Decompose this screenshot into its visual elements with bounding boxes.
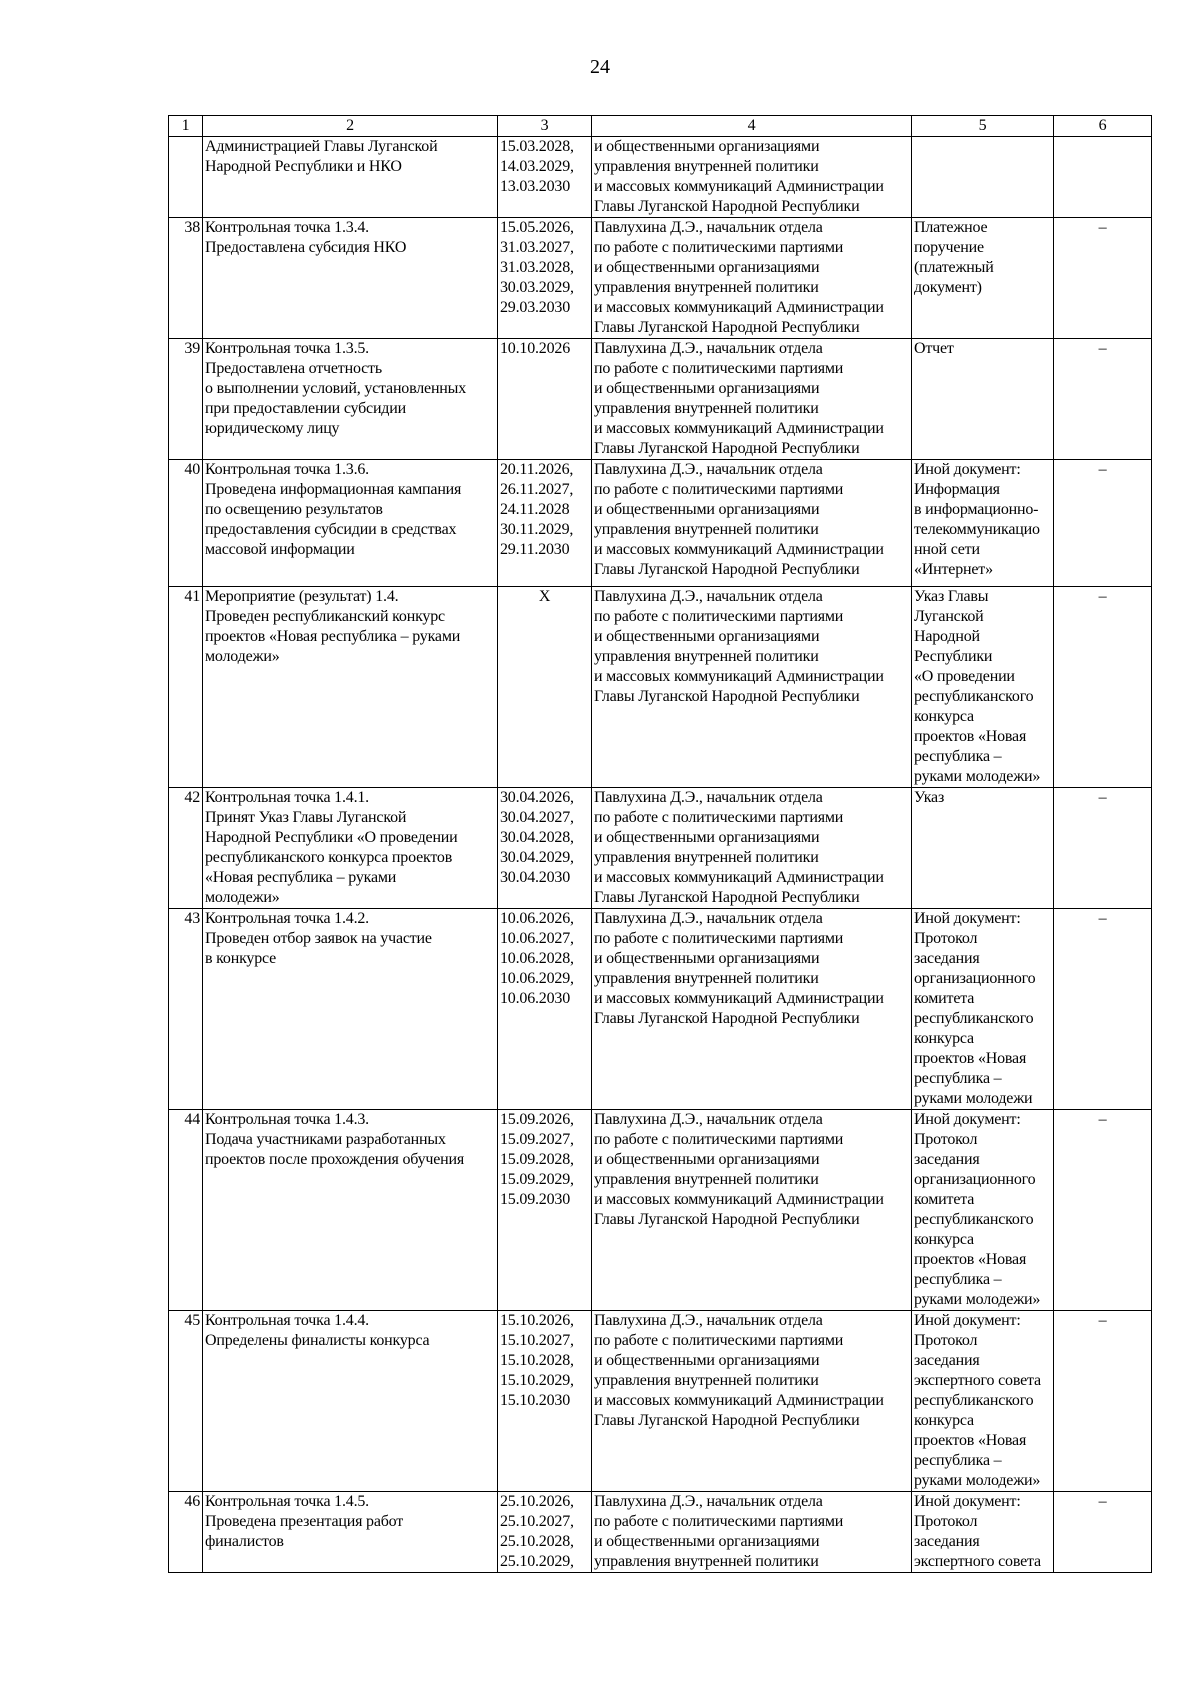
responsible-line: управления внутренней политики	[594, 400, 819, 417]
document-line: руками молодежи»	[914, 1291, 1041, 1308]
responsible-line: по работе с политическими партиями	[594, 360, 844, 377]
document-line: Протокол	[914, 930, 978, 947]
event-name-line: Народной Республики «О проведении	[205, 829, 458, 846]
document-line: в информационно-	[914, 501, 1039, 518]
event-name-line: массовой информации	[205, 541, 355, 558]
document-line: проектов «Новая	[914, 1432, 1027, 1449]
table-row	[169, 909, 1152, 1110]
responsible-cell	[592, 788, 912, 909]
deadline-line: 24.11.2028	[500, 501, 570, 518]
document-cell	[912, 909, 1054, 1110]
document-line: организационного	[914, 970, 1036, 987]
document-line: Указ	[914, 789, 945, 806]
responsible-line: и общественными организациями	[594, 1533, 820, 1550]
document-line: проектов «Новая	[914, 1251, 1027, 1268]
document-line: Луганской	[914, 608, 984, 625]
mark-cell: –	[1054, 339, 1152, 460]
deadline-line: 15.09.2029,	[500, 1171, 574, 1188]
responsible-line: Главы Луганской Народной Республики	[594, 561, 860, 578]
document-line: заседания	[914, 1533, 980, 1550]
responsible-line: Павлухина Д.Э., начальник отдела	[594, 219, 823, 236]
deadline-line: 15.10.2027,	[500, 1332, 574, 1349]
event-name-line: Определены финалисты конкурса	[205, 1332, 430, 1349]
column-header: 3	[498, 116, 592, 137]
deadline-line: 30.03.2029,	[500, 279, 574, 296]
row-number-cell: 41	[169, 587, 203, 788]
document-line: поручение	[914, 239, 984, 256]
document-cell	[912, 460, 1054, 587]
document-line: Указ Главы	[914, 588, 989, 605]
responsible-line: и массовых коммуникаций Администрации	[594, 299, 884, 316]
deadline-line: 30.04.2026,	[500, 789, 574, 806]
document-line: «Интернет»	[914, 561, 993, 578]
table-body	[169, 137, 1152, 1573]
deadline-line: 29.11.2030	[500, 541, 570, 558]
deadline-line: 15.05.2026,	[500, 219, 574, 236]
deadline-cell	[498, 339, 592, 460]
table-row	[169, 1311, 1152, 1492]
responsible-line: и массовых коммуникаций Администрации	[594, 1392, 884, 1409]
responsible-line: управления внутренней политики	[594, 970, 819, 987]
responsible-line: Главы Луганской Народной Республики	[594, 319, 860, 336]
deadline-line: 20.11.2026,	[500, 461, 574, 478]
event-name-cell	[203, 1110, 498, 1311]
event-name-cell	[203, 909, 498, 1110]
row-number-cell: 45	[169, 1311, 203, 1492]
event-name-line: проектов «Новая республика – руками	[205, 628, 461, 645]
responsible-line: и общественными организациями	[594, 950, 820, 967]
responsible-line: по работе с политическими партиями	[594, 1513, 844, 1530]
event-name-line: предоставления субсидии в средствах	[205, 521, 457, 538]
table-row	[169, 339, 1152, 460]
deadline-line: 26.11.2027,	[500, 481, 574, 498]
event-name-line: Контрольная точка 1.4.2.	[205, 910, 369, 927]
responsible-line: и общественными организациями	[594, 259, 820, 276]
responsible-line: и общественными организациями	[594, 138, 820, 155]
table-header-row	[169, 116, 1152, 137]
responsible-line: управления внутренней политики	[594, 1171, 819, 1188]
responsible-line: и массовых коммуникаций Администрации	[594, 178, 884, 195]
responsible-line: и общественными организациями	[594, 628, 820, 645]
responsible-line: управления внутренней политики	[594, 521, 819, 538]
deadline-cell	[498, 587, 592, 788]
event-name-line: республиканского конкурса проектов	[205, 849, 453, 866]
document-line: Иной документ:	[914, 1493, 1021, 1510]
document-cell	[912, 1311, 1054, 1492]
responsible-line: и массовых коммуникаций Администрации	[594, 420, 884, 437]
document-line: нной сети	[914, 541, 980, 558]
responsible-cell	[592, 218, 912, 339]
page-number: 24	[590, 56, 610, 78]
event-name-line: Администрацией Главы Луганской	[205, 138, 438, 155]
row-number-cell: 42	[169, 788, 203, 909]
mark-cell: –	[1054, 587, 1152, 788]
document-line: республика –	[914, 748, 1002, 765]
deadline-line: 10.06.2030	[500, 990, 571, 1007]
responsible-line: по работе с политическими партиями	[594, 239, 844, 256]
responsible-line: Главы Луганской Народной Республики	[594, 198, 860, 215]
deadline-line: 10.06.2029,	[500, 970, 574, 987]
document-line: руками молодежи	[914, 1090, 1033, 1107]
deadline-line: 31.03.2028,	[500, 259, 574, 276]
responsible-line: управления внутренней политики	[594, 1372, 819, 1389]
document-line: конкурса	[914, 1030, 974, 1047]
event-name-line: молодежи»	[205, 648, 280, 665]
event-name-line: Проведена информационная кампания	[205, 481, 462, 498]
deadline-cell	[498, 1492, 592, 1573]
responsible-line: управления внутренней политики	[594, 279, 819, 296]
document-line: организационного	[914, 1171, 1036, 1188]
mark-cell: –	[1054, 460, 1152, 587]
event-name-line: в конкурсе	[205, 950, 277, 967]
document-line: проектов «Новая	[914, 728, 1027, 745]
responsible-line: Павлухина Д.Э., начальник отдела	[594, 588, 823, 605]
responsible-cell	[592, 1110, 912, 1311]
deadline-cell	[498, 788, 592, 909]
responsible-line: и общественными организациями	[594, 380, 820, 397]
document-cell	[912, 587, 1054, 788]
deadline-line: 15.09.2027,	[500, 1131, 574, 1148]
deadline-line: 25.10.2026,	[500, 1493, 574, 1510]
document-line: (платежный	[914, 259, 994, 276]
responsible-line: и общественными организациями	[594, 1352, 820, 1369]
responsible-line: и массовых коммуникаций Администрации	[594, 990, 884, 1007]
responsible-line: и общественными организациями	[594, 501, 820, 518]
responsible-line: Павлухина Д.Э., начальник отдела	[594, 789, 823, 806]
document-cell	[912, 788, 1054, 909]
deadline-line: 30.04.2028,	[500, 829, 574, 846]
event-name-line: Контрольная точка 1.4.3.	[205, 1111, 369, 1128]
deadline-cell	[498, 909, 592, 1110]
mark-cell: –	[1054, 1110, 1152, 1311]
deadline-line: 15.10.2028,	[500, 1352, 574, 1369]
event-name-line: Народной Республики и НКО	[205, 158, 402, 175]
event-name-line: по освещению результатов	[205, 501, 383, 518]
document-line: Иной документ:	[914, 461, 1021, 478]
event-name-line: Подача участниками разработанных	[205, 1131, 446, 1148]
row-number-cell: 44	[169, 1110, 203, 1311]
responsible-line: по работе с политическими партиями	[594, 809, 844, 826]
row-number-cell: 46	[169, 1492, 203, 1573]
responsible-line: управления внутренней политики	[594, 849, 819, 866]
deadline-line: 31.03.2027,	[500, 239, 574, 256]
event-name-cell	[203, 339, 498, 460]
deadline-cell	[498, 460, 592, 587]
deadline-line: 15.09.2026,	[500, 1111, 574, 1128]
event-name-line: при предоставлении субсидии	[205, 400, 406, 417]
document-line: республиканского	[914, 688, 1034, 705]
responsible-line: Павлухина Д.Э., начальник отдела	[594, 910, 823, 927]
event-name-line: Мероприятие (результат) 1.4.	[205, 588, 399, 605]
responsible-cell	[592, 137, 912, 218]
deadline-cell	[498, 1311, 592, 1492]
document-cell	[912, 339, 1054, 460]
deadline-line: 13.03.2030	[500, 178, 571, 195]
table-row	[169, 460, 1152, 587]
responsible-line: и массовых коммуникаций Администрации	[594, 869, 884, 886]
event-name-line: проектов после прохождения обучения	[205, 1151, 465, 1168]
deadline-line: 15.09.2028,	[500, 1151, 574, 1168]
document-line: Отчет	[914, 340, 954, 357]
document-line: республиканского	[914, 1211, 1034, 1228]
responsible-line: по работе с политическими партиями	[594, 1131, 844, 1148]
responsible-line: по работе с политическими партиями	[594, 930, 844, 947]
event-name-line: Принят Указ Главы Луганской	[205, 809, 407, 826]
document-line: республика –	[914, 1452, 1002, 1469]
document-line: заседания	[914, 950, 980, 967]
column-header: 2	[203, 116, 498, 137]
responsible-cell	[592, 909, 912, 1110]
row-number-cell: 39	[169, 339, 203, 460]
deadline-line: 15.03.2028,	[500, 138, 574, 155]
responsible-line: Главы Луганской Народной Республики	[594, 1412, 860, 1429]
document-line: Протокол	[914, 1513, 978, 1530]
responsible-cell	[592, 460, 912, 587]
event-name-line: о выполнении условий, установленных	[205, 380, 467, 397]
responsible-line: Главы Луганской Народной Республики	[594, 1211, 860, 1228]
control-points-table	[168, 115, 1152, 1573]
event-name-line: Контрольная точка 1.3.5.	[205, 340, 369, 357]
event-name-line: Контрольная точка 1.3.4.	[205, 219, 369, 236]
event-name-line: Предоставлена отчетность	[205, 360, 382, 377]
responsible-line: и массовых коммуникаций Администрации	[594, 541, 884, 558]
mark-cell	[1054, 137, 1152, 218]
document-line: заседания	[914, 1352, 980, 1369]
table-row	[169, 1110, 1152, 1311]
column-header: 1	[169, 116, 203, 137]
responsible-cell	[592, 1311, 912, 1492]
document-line: республиканского	[914, 1392, 1034, 1409]
responsible-line: управления внутренней политики	[594, 158, 819, 175]
responsible-line: Главы Луганской Народной Республики	[594, 688, 860, 705]
document-line: Республики	[914, 648, 993, 665]
event-name-line: «Новая республика – руками	[205, 869, 397, 886]
event-name-cell	[203, 1492, 498, 1573]
event-name-line: Проведен республиканский конкурс	[205, 608, 445, 625]
responsible-line: Павлухина Д.Э., начальник отдела	[594, 340, 823, 357]
responsible-line: и массовых коммуникаций Администрации	[594, 1191, 884, 1208]
responsible-line: управления внутренней политики	[594, 1553, 819, 1570]
document-line: документ)	[914, 279, 982, 296]
deadline-cell	[498, 137, 592, 218]
deadline-line: 25.10.2029,	[500, 1553, 574, 1570]
deadline-line: 30.04.2029,	[500, 849, 574, 866]
document-line: Платежное	[914, 219, 988, 236]
document-line: Информация	[914, 481, 1000, 498]
responsible-cell	[592, 339, 912, 460]
document-line: комитета	[914, 990, 975, 1007]
responsible-line: Главы Луганской Народной Республики	[594, 889, 860, 906]
document-line: конкурса	[914, 1412, 974, 1429]
deadline-line: X	[538, 588, 551, 605]
column-header: 5	[912, 116, 1054, 137]
deadline-line: 10.06.2028,	[500, 950, 574, 967]
deadline-line: 15.10.2029,	[500, 1372, 574, 1389]
deadline-line: 14.03.2029,	[500, 158, 574, 175]
event-name-line: юридическому лицу	[205, 420, 340, 437]
event-name-line: Контрольная точка 1.3.6.	[205, 461, 369, 478]
event-name-cell	[203, 460, 498, 587]
responsible-line: Павлухина Д.Э., начальник отдела	[594, 1312, 823, 1329]
responsible-line: и массовых коммуникаций Администрации	[594, 668, 884, 685]
deadline-line: 15.09.2030	[500, 1191, 571, 1208]
document-line: экспертного совета	[914, 1372, 1041, 1389]
event-name-line: финалистов	[205, 1533, 284, 1550]
document-cell	[912, 1492, 1054, 1573]
column-header: 4	[592, 116, 912, 137]
document-line: телекоммуникацио	[914, 521, 1040, 538]
responsible-cell	[592, 587, 912, 788]
event-name-cell	[203, 788, 498, 909]
deadline-line: 30.11.2029,	[500, 521, 574, 538]
deadline-line: 25.10.2027,	[500, 1513, 574, 1530]
document-line: конкурса	[914, 708, 974, 725]
table-row	[169, 1492, 1152, 1573]
document-line: Иной документ:	[914, 1111, 1021, 1128]
mark-cell: –	[1054, 909, 1152, 1110]
deadline-line: 15.10.2030	[500, 1392, 571, 1409]
document-line: экспертного совета	[914, 1553, 1041, 1570]
document-line: руками молодежи»	[914, 1472, 1041, 1489]
document-line: республика –	[914, 1271, 1002, 1288]
document-line: комитета	[914, 1191, 975, 1208]
event-name-cell	[203, 587, 498, 788]
responsible-line: Павлухина Д.Э., начальник отдела	[594, 1111, 823, 1128]
document-cell	[912, 1110, 1054, 1311]
table-row	[169, 788, 1152, 909]
deadline-line: 15.10.2026,	[500, 1312, 574, 1329]
responsible-line: и общественными организациями	[594, 1151, 820, 1168]
document-line: Иной документ:	[914, 910, 1021, 927]
document-cell	[912, 218, 1054, 339]
document-cell	[912, 137, 1054, 218]
deadline-line: 10.06.2026,	[500, 910, 574, 927]
mark-cell: –	[1054, 218, 1152, 339]
table-row	[169, 218, 1152, 339]
responsible-line: Павлухина Д.Э., начальник отдела	[594, 1493, 823, 1510]
document-line: Протокол	[914, 1332, 978, 1349]
responsible-line: Главы Луганской Народной Республики	[594, 1010, 860, 1027]
event-name-line: Контрольная точка 1.4.5.	[205, 1493, 369, 1510]
event-name-cell	[203, 137, 498, 218]
responsible-line: Главы Луганской Народной Республики	[594, 440, 860, 457]
row-number-cell: 43	[169, 909, 203, 1110]
responsible-cell	[592, 1492, 912, 1573]
mark-cell: –	[1054, 1492, 1152, 1573]
table-row	[169, 137, 1152, 218]
responsible-line: по работе с политическими партиями	[594, 1332, 844, 1349]
deadline-line: 25.10.2028,	[500, 1533, 574, 1550]
deadline-line: 29.03.2030	[500, 299, 571, 316]
responsible-line: Павлухина Д.Э., начальник отдела	[594, 461, 823, 478]
document-line: «О проведении	[914, 668, 1015, 685]
responsible-line: управления внутренней политики	[594, 648, 819, 665]
event-name-line: Проведен отбор заявок на участие	[205, 930, 432, 947]
deadline-line: 10.10.2026	[500, 340, 571, 357]
event-name-line: Проведена презентация работ	[205, 1513, 404, 1530]
document-line: республика –	[914, 1070, 1002, 1087]
mark-cell: –	[1054, 788, 1152, 909]
document-line: заседания	[914, 1151, 980, 1168]
row-number-cell	[169, 137, 203, 218]
event-name-line: Предоставлена субсидия НКО	[205, 239, 407, 256]
deadline-cell	[498, 218, 592, 339]
deadline-line: 10.06.2027,	[500, 930, 574, 947]
document-line: руками молодежи»	[914, 768, 1041, 785]
responsible-line: и общественными организациями	[594, 829, 820, 846]
event-name-line: молодежи»	[205, 889, 280, 906]
document-line: проектов «Новая	[914, 1050, 1027, 1067]
deadline-cell	[498, 1110, 592, 1311]
document-line: республиканского	[914, 1010, 1034, 1027]
document-line: конкурса	[914, 1231, 974, 1248]
mark-cell: –	[1054, 1311, 1152, 1492]
document-line: Народной	[914, 628, 980, 645]
column-header: 6	[1054, 116, 1152, 137]
table-row	[169, 587, 1152, 788]
deadline-line: 30.04.2030	[500, 869, 571, 886]
row-number-cell: 40	[169, 460, 203, 587]
event-name-line: Контрольная точка 1.4.4.	[205, 1312, 369, 1329]
deadline-line: 30.04.2027,	[500, 809, 574, 826]
responsible-line: по работе с политическими партиями	[594, 608, 844, 625]
event-name-line: Контрольная точка 1.4.1.	[205, 789, 369, 806]
event-name-cell	[203, 218, 498, 339]
event-name-cell	[203, 1311, 498, 1492]
document-line: Иной документ:	[914, 1312, 1021, 1329]
document-line: Протокол	[914, 1131, 978, 1148]
responsible-line: по работе с политическими партиями	[594, 481, 844, 498]
row-number-cell: 38	[169, 218, 203, 339]
